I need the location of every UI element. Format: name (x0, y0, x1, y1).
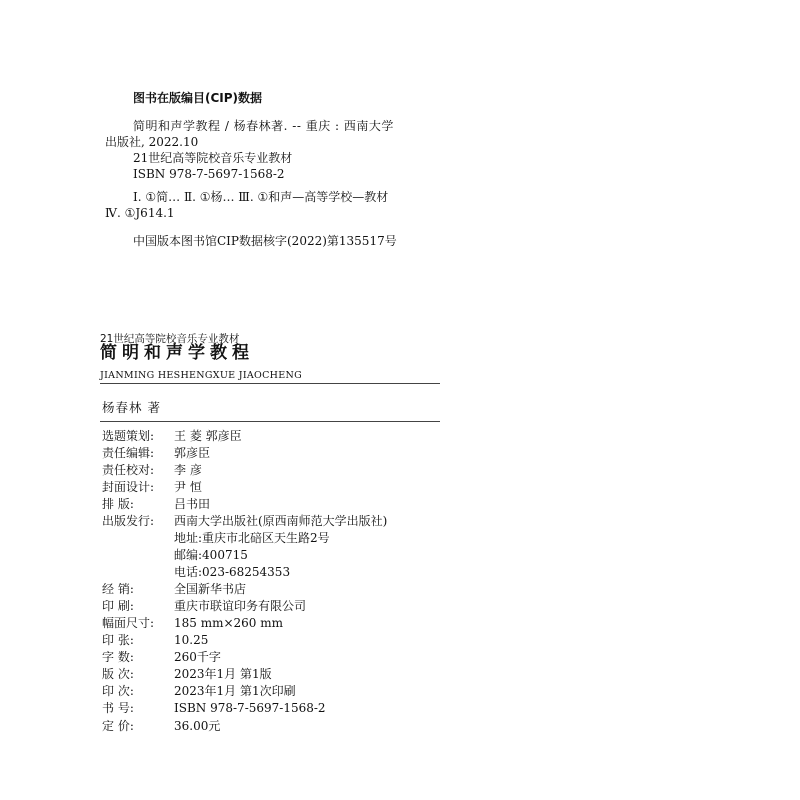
colophon-label: 版 次: (102, 667, 134, 681)
colophon-label: 选题策划: (102, 429, 155, 443)
colophon-value: 重庆市联谊印务有限公司 (174, 599, 307, 613)
author-line: 杨春林 著 (102, 400, 161, 415)
colophon-value: 10.25 (174, 633, 209, 647)
colophon-label: 印 刷: (102, 599, 134, 613)
book-title-pinyin: JIANMING HESHENGXUE JIAOCHENG (100, 370, 303, 381)
publisher-postcode: 邮编:400715 (174, 548, 248, 562)
divider (100, 421, 440, 422)
colophon-label: 封面设计: (102, 480, 155, 494)
cip-line-6: Ⅳ. ①J614.1 (105, 206, 175, 220)
colophon-label: 排 版: (102, 497, 134, 511)
colophon-value: 王 菱 郭彦臣 (174, 429, 242, 443)
book-title: 简明和声学教程 (100, 343, 254, 363)
colophon-label: 定 价: (102, 719, 134, 733)
cip-line-3: 21世纪高等院校音乐专业教材 (133, 151, 293, 165)
colophon-label: 责任校对: (102, 463, 155, 477)
publisher-address: 地址:重庆市北碚区天生路2号 (174, 531, 330, 545)
colophon-value: 西南大学出版社(原西南师范大学出版社) (174, 514, 388, 528)
colophon-value: 尹 恒 (174, 480, 202, 494)
colophon-value: ISBN 978-7-5697-1568-2 (174, 701, 326, 715)
colophon-label: 责任编辑: (102, 446, 155, 460)
publisher-phone: 电话:023-68254353 (174, 565, 291, 579)
cip-line-2: 出版社, 2022.10 (105, 135, 199, 149)
cip-line-1: 简明和声学教程 / 杨春林著. -- 重庆 : 西南大学 (133, 119, 394, 133)
divider (100, 383, 440, 384)
colophon-value: 36.00元 (174, 719, 221, 733)
colophon-value: 全国新华书店 (174, 582, 247, 596)
colophon-label: 书 号: (102, 701, 134, 715)
cip-line-5: Ⅰ. ①简… Ⅱ. ①杨… Ⅲ. ①和声—高等学校—教材 (133, 190, 389, 204)
cip-line-7: 中国版本图书馆CIP数据核字(2022)第135517号 (133, 234, 397, 248)
colophon-value: 郭彦臣 (174, 446, 211, 460)
colophon-label: 出版发行: (102, 514, 155, 528)
colophon-value: 吕书田 (174, 497, 211, 511)
cip-heading: 图书在版编目(CIP)数据 (133, 91, 263, 105)
series-name: 21世纪高等院校音乐专业教材 (100, 333, 240, 345)
colophon-value: 2023年1月 第1版 (174, 667, 272, 681)
colophon-value: 2023年1月 第1次印刷 (174, 684, 296, 698)
colophon-label: 印 张: (102, 633, 134, 647)
colophon-label: 幅面尺寸: (102, 616, 155, 630)
cip-line-4: ISBN 978-7-5697-1568-2 (133, 167, 285, 181)
colophon-value: 260千字 (174, 650, 221, 664)
colophon-label: 字 数: (102, 650, 134, 664)
colophon-value: 李 彦 (174, 463, 202, 477)
colophon-label: 经 销: (102, 582, 134, 596)
colophon-value: 185 mm×260 mm (174, 616, 284, 630)
colophon-label: 印 次: (102, 684, 134, 698)
